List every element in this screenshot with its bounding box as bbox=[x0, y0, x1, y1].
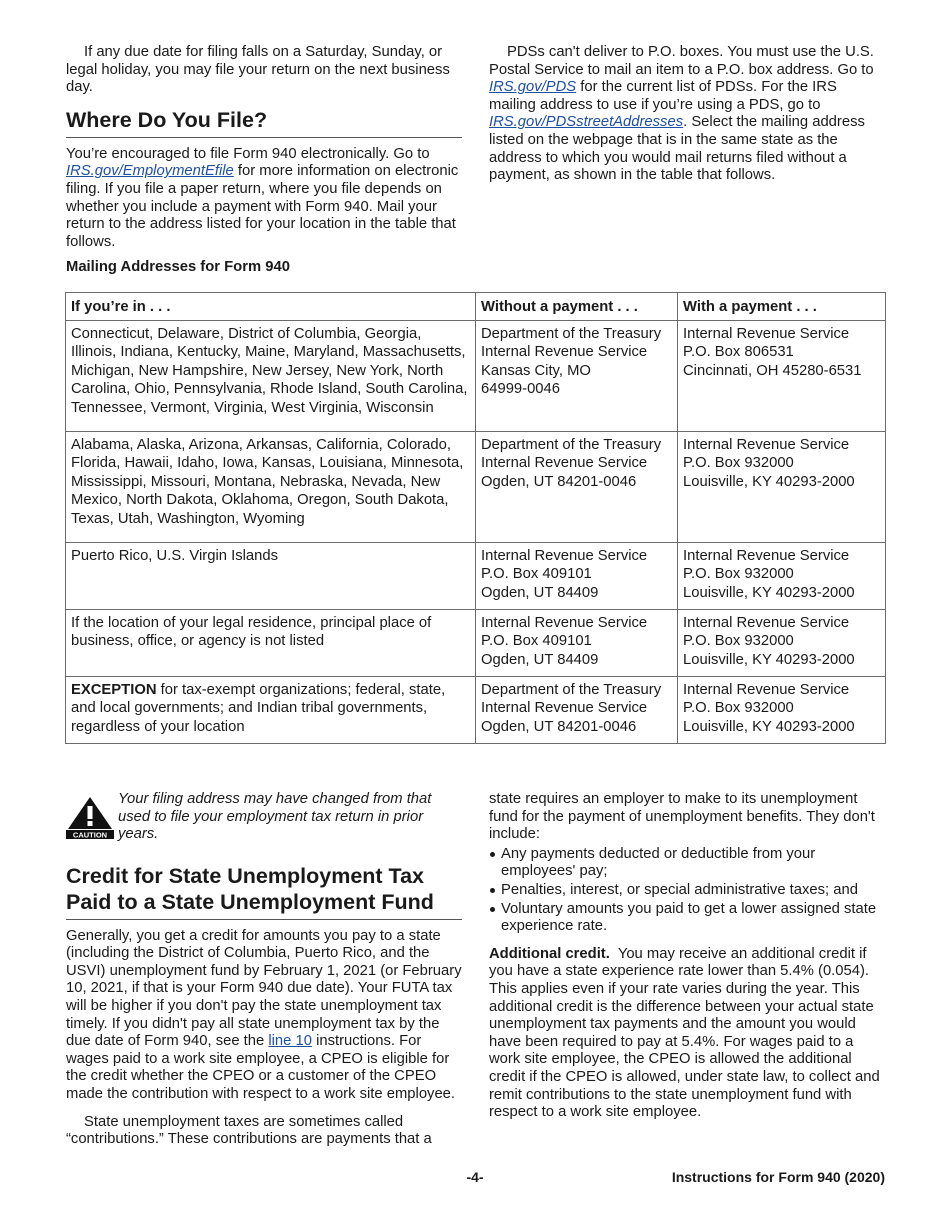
where-do-you-file-heading: Where Do You File? bbox=[66, 107, 462, 138]
efile-paragraph-pre: You’re encouraged to file Form 940 electronically. Go to bbox=[66, 145, 430, 162]
additional-credit-runin: Additional credit. bbox=[489, 945, 610, 962]
pds-paragraph-pre: PDSs can't deliver to P.O. boxes. You must use the U.S. Postal Service to mail an item to a P.O. box address. Go to bbox=[489, 44, 874, 78]
caution-text: Your filing address may have changed from that used to file your employment tax return in prior years. bbox=[118, 791, 432, 843]
location-cell: Puerto Rico, U.S. Virgin Islands bbox=[66, 542, 476, 609]
address-line: Ogden, UT 84409 bbox=[481, 651, 599, 668]
with-payment-cell bbox=[678, 609, 886, 676]
address-line: P.O. Box 932000 bbox=[683, 455, 794, 471]
address-line: Department of the Treasury bbox=[481, 436, 662, 453]
address-line: Internal Revenue Service bbox=[481, 344, 648, 360]
mailing-addresses-title: Mailing Addresses for Form 940 bbox=[66, 259, 290, 275]
address-line: Department of the Treasury bbox=[481, 681, 662, 698]
address-line: P.O. Box 806531 bbox=[683, 344, 794, 360]
address-line: Internal Revenue Service bbox=[683, 436, 850, 453]
address-line: P.O. Box 409101 bbox=[481, 566, 592, 582]
irs-pds-link[interactable]: IRS.gov/PDS bbox=[489, 79, 577, 96]
address-line: Cincinnati, OH 45280-6531 bbox=[683, 362, 862, 379]
pds-paragraph-post: . Select the mailing address listed on the webpage that is in the same state as the address to which you would mail returns filed without a payment, as shown in the table that follows. bbox=[489, 114, 865, 184]
location-cell bbox=[66, 676, 476, 743]
address-line: Department of the Treasury bbox=[481, 325, 662, 342]
due-date-paragraph: If any due date for filing falls on a Saturday, Sunday, or legal holiday, you may file your return on the next business day. bbox=[66, 44, 450, 96]
page-number: -4- bbox=[466, 1169, 484, 1185]
header-with-payment: With a payment . . . bbox=[678, 293, 886, 321]
location-cell: If the location of your legal residence, principal place of business, office, or agency is not listed bbox=[66, 609, 476, 676]
header-location: If you’re in . . . bbox=[66, 293, 476, 321]
address-line: Louisville, KY 40293-2000 bbox=[683, 718, 855, 735]
address-line: Ogden, UT 84201-0046 bbox=[481, 718, 637, 735]
without-payment-cell bbox=[476, 320, 678, 431]
top-left-column bbox=[66, 44, 462, 251]
credit-paragraph-post: instructions. For wages paid to a work site employee, a CPEO is eligible for the credit whether the CPEO or a customer of the CPEO made the contribution with respect to a work site employee. bbox=[66, 1033, 456, 1102]
top-right-column bbox=[489, 44, 885, 185]
table-header-row bbox=[66, 293, 886, 321]
caution-label: CAUTION bbox=[72, 830, 108, 839]
header-without-payment: Without a payment . . . bbox=[476, 293, 678, 321]
address-line: Louisville, KY 40293-2000 bbox=[683, 473, 855, 490]
bottom-left-column bbox=[66, 791, 462, 1149]
bottom-right-column bbox=[489, 791, 885, 1122]
address-line: Louisville, KY 40293-2000 bbox=[683, 651, 855, 668]
address-line: Ogden, UT 84409 bbox=[481, 584, 599, 601]
address-line: Internal Revenue Service bbox=[683, 681, 850, 698]
pds-street-addresses-link[interactable]: IRS.gov/PDSstreetAddresses bbox=[489, 114, 684, 131]
without-payment-cell bbox=[476, 676, 678, 743]
efile-paragraph bbox=[66, 146, 462, 252]
caution-note bbox=[66, 791, 462, 845]
address-line: Internal Revenue Service bbox=[481, 614, 648, 631]
table-row bbox=[66, 542, 886, 609]
address-line: P.O. Box 932000 bbox=[683, 700, 794, 716]
pds-paragraph bbox=[489, 44, 885, 185]
with-payment-cell bbox=[678, 320, 886, 431]
list-item: Voluntary amounts you paid to get a lower assigned state experience rate. bbox=[489, 901, 885, 936]
without-payment-cell bbox=[476, 431, 678, 542]
address-line: Internal Revenue Service bbox=[481, 455, 648, 471]
credit-paragraph bbox=[66, 928, 462, 1104]
pds-paragraph-mid: for the current list of PDSs. For the IRS mailing address to use if you’re using a PDS, go to bbox=[489, 79, 837, 113]
address-line: Kansas City, MO bbox=[481, 362, 591, 379]
exclusions-list bbox=[489, 846, 885, 936]
without-payment-cell bbox=[476, 609, 678, 676]
line-10-link[interactable]: line 10 bbox=[268, 1033, 312, 1050]
address-line: Internal Revenue Service bbox=[683, 325, 850, 342]
address-line: Internal Revenue Service bbox=[683, 614, 850, 631]
mailing-addresses-table bbox=[65, 292, 886, 744]
table-row bbox=[66, 676, 886, 743]
footer-document-title: Instructions for Form 940 (2020) bbox=[671, 1169, 885, 1185]
credit-paragraph-pre: Generally, you get a credit for amounts you pay to a state (including the District of Columbia, Puerto Rico, and the USVI) unemployment fund by February 1, 2021 (or February 10, 2021, if that is your Form 940 due date). Your FUTA tax will be higher if you don't pay the state unemployment tax timely. If you didn't pay all state unemployment tax by the due date of Form 940, see the bbox=[66, 927, 462, 1050]
address-line: Ogden, UT 84201-0046 bbox=[481, 473, 637, 490]
list-item: Penalties, interest, or special administrative taxes; and bbox=[489, 882, 885, 900]
table-row bbox=[66, 431, 886, 542]
exception-label: EXCEPTION bbox=[71, 681, 157, 698]
employment-efile-link[interactable]: IRS.gov/EmploymentEfile bbox=[66, 163, 234, 180]
credit-state-unemployment-heading: Credit for State Unemployment Tax Paid to a State Unemployment Fund bbox=[66, 863, 462, 920]
address-line: Louisville, KY 40293-2000 bbox=[683, 584, 855, 601]
with-payment-cell bbox=[678, 431, 886, 542]
contributions-continued-paragraph: state requires an employer to make to its unemployment fund for the payment of unemployment benefits. They don't include: bbox=[489, 791, 875, 843]
list-item: Any payments deducted or deductible from your employees' pay; bbox=[489, 846, 885, 881]
caution-icon bbox=[66, 795, 114, 845]
with-payment-cell bbox=[678, 542, 886, 609]
address-line: Internal Revenue Service bbox=[683, 547, 850, 564]
efile-paragraph-post: for more information on electronic filing. If you file a paper return, where you file depends on whether you include a payment with Form 940. Mail your return to the address listed for your location in the table that follows. bbox=[66, 163, 459, 250]
without-payment-cell bbox=[476, 542, 678, 609]
address-line: P.O. Box 409101 bbox=[481, 633, 592, 649]
additional-credit-paragraph bbox=[489, 946, 885, 1122]
table-row bbox=[66, 609, 886, 676]
contributions-paragraph: State unemployment taxes are sometimes called “contributions.” These contributions are payments that a bbox=[66, 1113, 432, 1148]
location-cell: Connecticut, Delaware, District of Columbia, Georgia, Illinois, Indiana, Kentucky, Maine, Maryland, Massachusetts, Michigan, New Hampshire, New Jersey, New York, North Carolina, Ohio, Pennsylvania, Rhode Island, South Carolina, Tennessee, Vermont, Virginia, West Virginia, Wisconsin bbox=[66, 320, 476, 431]
additional-credit-text: You may receive an additional credit if you have a state experience rate lower than 5.4% (0.054). This applies even if your rate varies during the year. This additional credit is the difference between your actual state unemployment tax payments and the amount you would have been required to pay at 5.4%. For wages paid to a work site employee, the CPEO is allowed the additional credit if the CPEO is allowed, under state law, to collect and remit contributions to the state unemployment fund with respect to a work site employee. bbox=[489, 945, 884, 1121]
with-payment-cell bbox=[678, 676, 886, 743]
table-row bbox=[66, 320, 886, 431]
location-cell: Alabama, Alaska, Arizona, Arkansas, California, Colorado, Florida, Hawaii, Idaho, Iowa, Kansas, Louisiana, Minnesota, Mississippi, Missouri, Montana, Nebraska, Nevada, New Mexico, North Dakota, Oklahoma, Oregon, South Dakota, Texas, Utah, Washington, Wyoming bbox=[66, 431, 476, 542]
exception-text: for tax-exempt organizations; federal, state, and local governments; and Indian tribal governments, regardless of your location bbox=[71, 681, 446, 735]
address-line: Internal Revenue Service bbox=[481, 700, 648, 716]
address-line: P.O. Box 932000 bbox=[683, 633, 794, 649]
address-line: Internal Revenue Service bbox=[481, 547, 648, 564]
address-line: P.O. Box 932000 bbox=[683, 566, 794, 582]
address-line: 64999-0046 bbox=[481, 381, 560, 397]
